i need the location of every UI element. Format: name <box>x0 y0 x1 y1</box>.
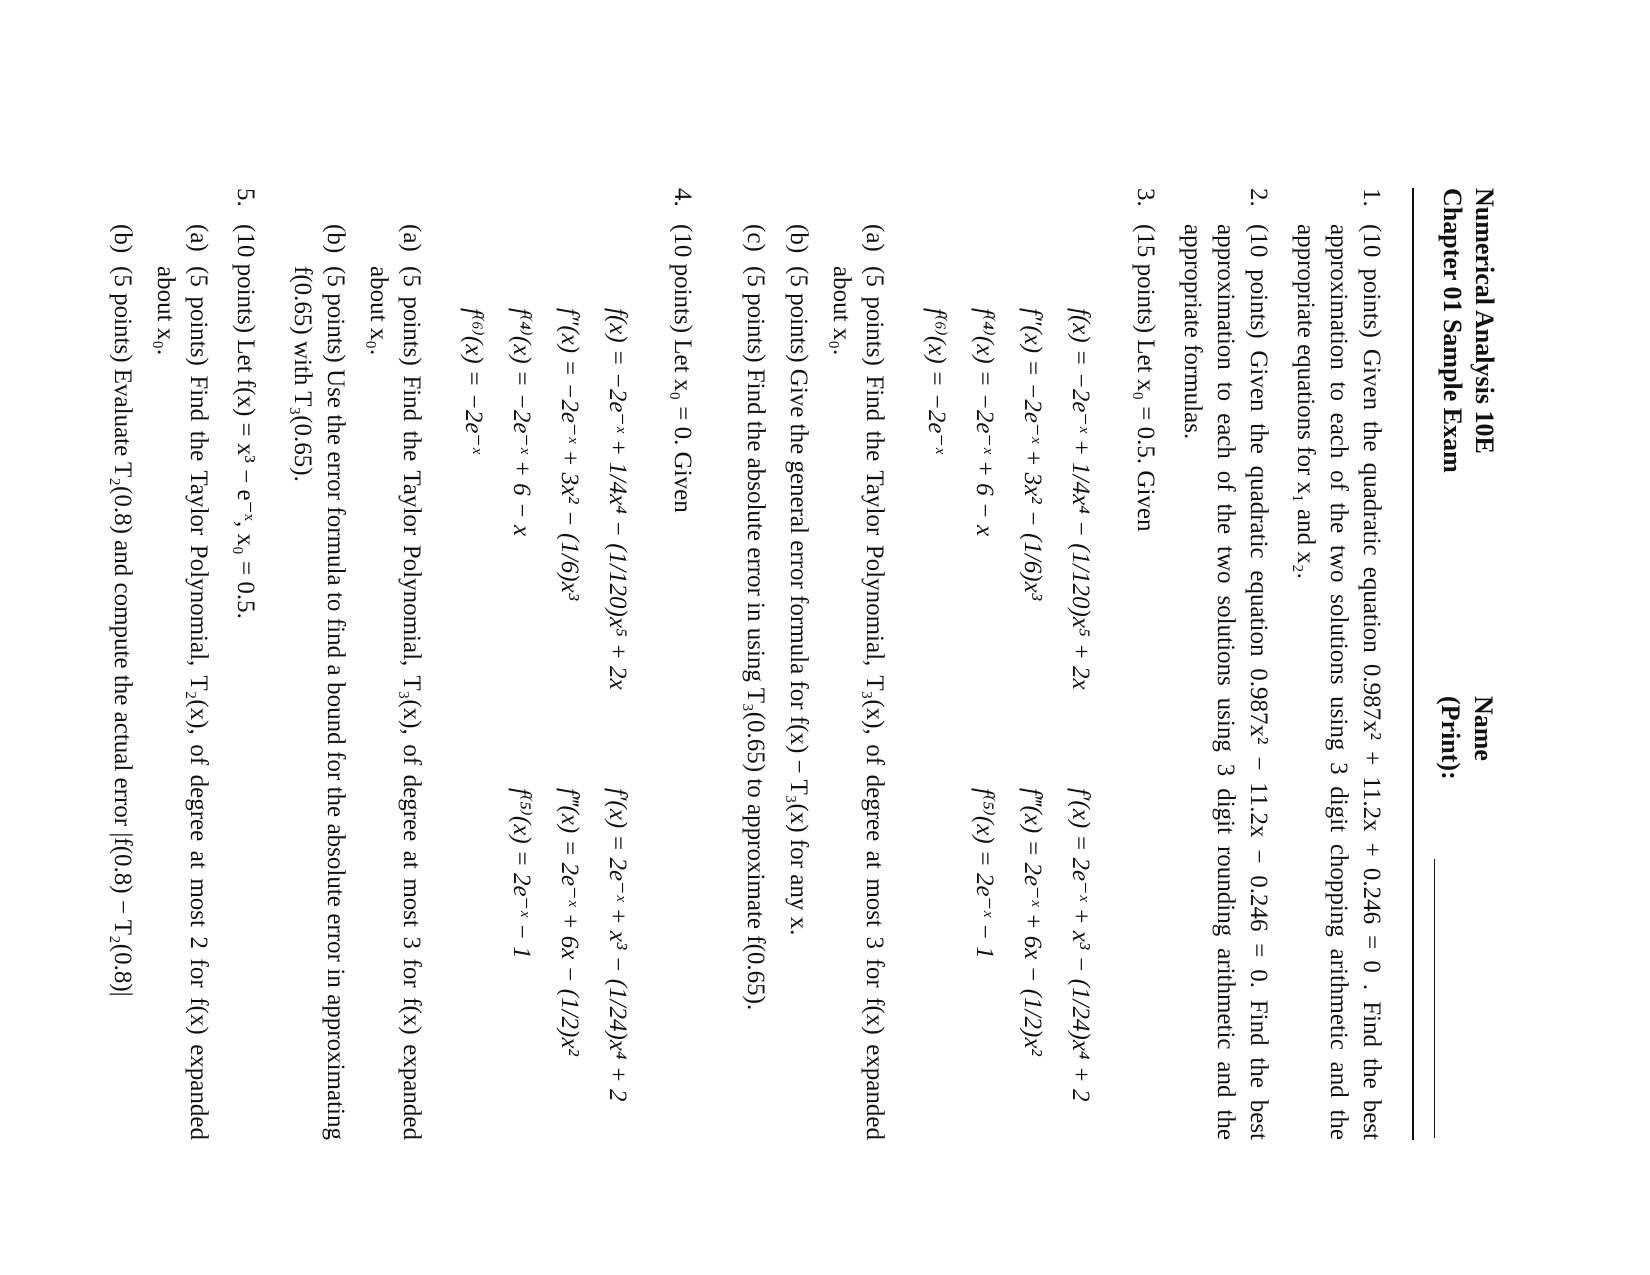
part-text: (5 points) Evaluate T₂(0.8) and compute the actual error |f(0.8) − T₂(0.8)| <box>109 266 136 997</box>
equation: f(x) = −2e⁻ˣ + 1/4x⁴ − (1/120)x⁵ + 2x <box>604 308 632 690</box>
part-label: (a) <box>398 224 425 252</box>
course-title: Numerical Analysis 10E <box>1470 188 1499 454</box>
exam-title: Chapter 01 Sample Exam <box>1438 188 1467 473</box>
part-text: (5 points) Find the absolute error in using T₃(0.65) to approximate f(0.65). <box>742 266 769 1011</box>
question-number: 5. <box>232 188 259 207</box>
equation: f⁽⁶⁾(x) = −2e⁻ˣ <box>923 308 951 454</box>
question-number: 3. <box>1132 188 1159 207</box>
empty-cell <box>917 788 957 1208</box>
question-5b <box>106 224 139 1140</box>
question-1 <box>1289 188 1388 1140</box>
equation: f″(x) = −2e⁻ˣ + 3x² − (1/6)x³ <box>556 308 584 601</box>
equation: f⁽⁵⁾(x) = 2e⁻ˣ − 1 <box>508 788 536 959</box>
equation: f⁽⁵⁾(x) = 2e⁻ˣ − 1 <box>971 788 999 959</box>
empty-cell <box>454 788 494 1208</box>
equation: f‴(x) = 2e⁻ˣ + 6x − (1/2)x² <box>1019 788 1047 1056</box>
question-text: (10 points) Let x₀ = 0. Given <box>669 224 696 513</box>
question-text: (15 points) Let x₀ = 0.5. Given <box>1132 224 1159 532</box>
question-number: 1. <box>1358 188 1385 207</box>
equation: f⁽⁴⁾(x) = −2e⁻ˣ + 6 − x <box>508 308 536 537</box>
equation: f′(x) = 2e⁻ˣ + x³ − (1/24)x⁴ + 2 <box>1067 788 1095 1102</box>
name-field <box>1434 696 1500 1138</box>
part-text: (5 points) Use the error formula to find a bound for the absolute error in approximating f(0.65) with T₃(0.65). <box>289 266 349 1140</box>
question-3c <box>739 224 772 1140</box>
header-divider <box>1412 188 1414 1140</box>
question-text: (10 points) Given the quadratic equation 0.987x² − 11.2x − 0.246 = 0. Find the best approximation to each of the two solutions using 3 digit rounding arithmetic and the appropriate formulas. <box>1179 224 1272 1140</box>
question-number: 2. <box>1245 188 1272 207</box>
derivatives-grid-q4 <box>454 308 638 1140</box>
question-5 <box>229 188 262 1140</box>
question-2 <box>1176 188 1275 1140</box>
part-text: (5 points) Find the Taylor Polynomial, T₃(x), of degree at most 3 for f(x) expanded about x₀. <box>828 266 888 1140</box>
question-3a <box>825 224 891 1140</box>
question-4 <box>666 188 699 1140</box>
question-4a <box>362 224 428 1140</box>
equation: f⁽⁴⁾(x) = −2e⁻ˣ + 6 − x <box>971 308 999 537</box>
derivatives-grid-q3 <box>917 308 1101 1140</box>
question-3b <box>782 224 815 1140</box>
questions-list <box>106 188 1388 1140</box>
equation: f(x) = −2e⁻ˣ + 1/4x⁴ − (1/120)x⁵ + 2x <box>1067 308 1095 690</box>
part-text: (5 points) Give the general error formula for f(x) − T₃(x) for any x. <box>785 266 812 936</box>
name-label: Name (Print): <box>1436 696 1498 780</box>
part-label: (a) <box>185 224 212 252</box>
title-block <box>1436 188 1500 473</box>
part-text: (5 points) Find the Taylor Polynomial, T₂(x), of degree at most 2 for f(x) expanded about x₀. <box>152 266 212 1140</box>
part-text: (5 points) Find the Taylor Polynomial, T₃(x), of degree at most 3 for f(x) expanded about x₀. <box>365 266 425 1140</box>
part-label: (c) <box>742 224 769 252</box>
equation: f⁽⁶⁾(x) = −2e⁻ˣ <box>460 308 488 454</box>
question-5a <box>149 224 215 1140</box>
part-label: (b) <box>322 224 349 254</box>
question-text: (10 points) Given the quadratic equation 0.987x² + 11.2x + 0.246 = 0 . Find the best approximation to each of the two solutions using 3 digit chopping arithmetic and the appropriate equations for x₁ and x₂. <box>1292 224 1385 1140</box>
part-label: (b) <box>785 224 812 254</box>
part-label: (a) <box>861 224 888 252</box>
part-label: (b) <box>109 224 136 254</box>
question-text: (10 points) Let f(x) = x³ − e⁻ˣ, x₀ = 0.5. <box>232 224 259 619</box>
question-4b <box>286 224 352 1140</box>
equation: f′(x) = 2e⁻ˣ + x³ − (1/24)x⁴ + 2 <box>604 788 632 1102</box>
equation: f″(x) = −2e⁻ˣ + 3x² − (1/6)x³ <box>1019 308 1047 601</box>
equation: f‴(x) = 2e⁻ˣ + 6x − (1/2)x² <box>556 788 584 1056</box>
question-number: 4. <box>669 188 696 207</box>
question-3 <box>1129 188 1162 1140</box>
name-blank-line <box>1434 859 1459 1138</box>
